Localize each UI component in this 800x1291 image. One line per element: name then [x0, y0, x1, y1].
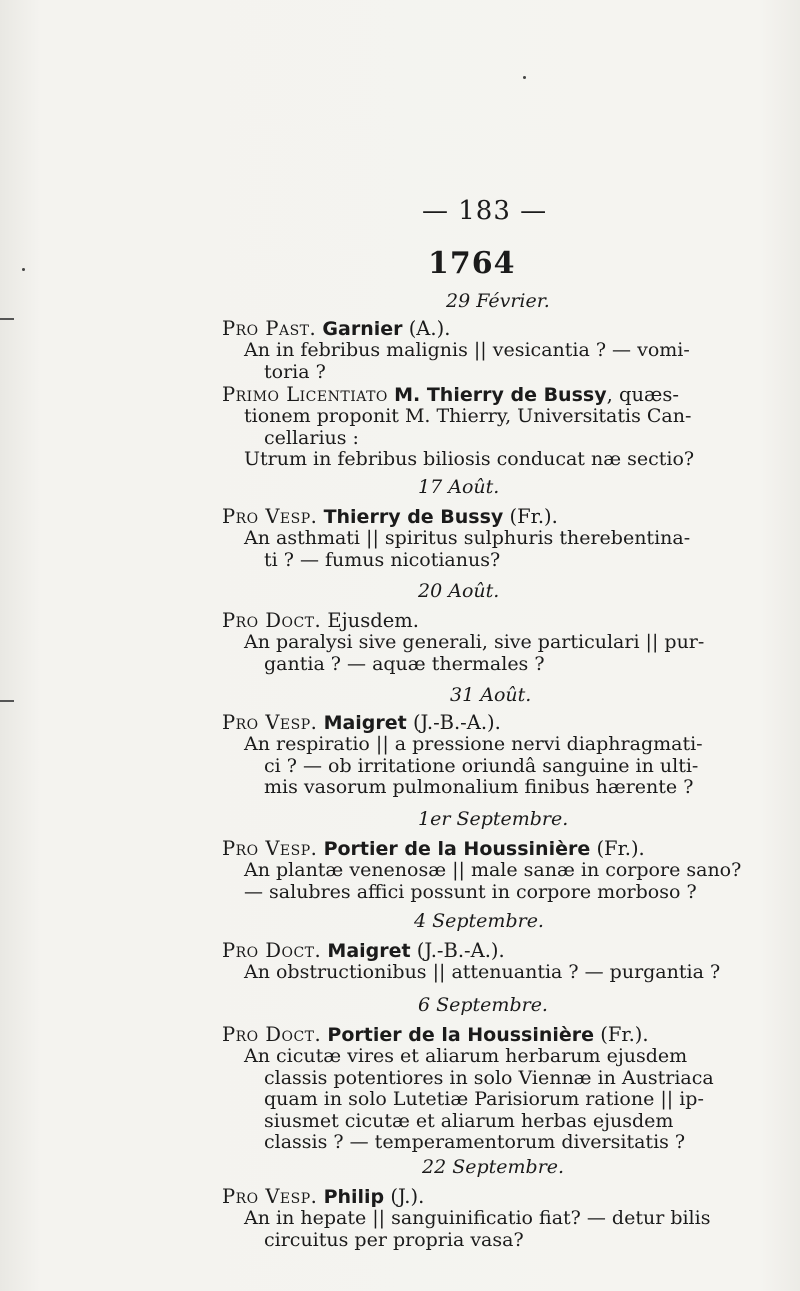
degree-label: Pro Doct.	[222, 939, 322, 962]
margin-mark	[0, 700, 14, 702]
thesis-question	[244, 406, 756, 471]
entry-date: 22 Septembre.	[422, 1156, 565, 1178]
question-line: An in hepate || sanguinificatio fiat? — detur bilis	[244, 1207, 711, 1229]
entry-date: 29 Février.	[446, 290, 550, 312]
question-line: quam in solo Lutetiæ Parisiorum ratione || ip-	[264, 1088, 704, 1110]
ink-speck	[22, 268, 25, 271]
question-line: An asthmati || spiritus sulphuris therebentina-	[244, 527, 691, 549]
thesis-question	[244, 1208, 756, 1251]
year-heading: 1764	[428, 246, 516, 281]
question-line: Utrum in febribus biliosis conducat næ sectio?	[244, 448, 695, 470]
thesis-question	[244, 734, 756, 799]
thesis-question	[244, 1046, 756, 1154]
candidate-initials: (Fr.).	[596, 837, 645, 860]
candidate-reference: Ejusdem.	[327, 609, 419, 632]
question-line: ti ? — fumus nicotianus?	[264, 548, 501, 571]
question-line: classis ? — temperamentorum diversitatis ?	[264, 1131, 686, 1153]
entry-date: 17 Août.	[418, 476, 500, 498]
question-line: An paralysi sive generali, sive particulari || pur-	[244, 631, 705, 653]
entry-heading	[222, 1024, 649, 1046]
candidate-name: Maigret	[327, 940, 411, 962]
degree-label: Pro Vesp.	[222, 505, 318, 528]
question-line: An cicutæ vires et aliarum herbarum ejusdem	[244, 1045, 688, 1067]
question-line: siusmet cicutæ et aliarum herbas ejusdem	[264, 1109, 674, 1132]
candidate-name: Portier de la Houssinière	[323, 838, 591, 860]
question-line: An obstructionibus || attenuantia ? — purgantia ?	[244, 961, 721, 983]
question-line: — salubres affici possunt in corpore morboso ?	[244, 880, 697, 903]
entry-heading	[222, 1186, 424, 1208]
candidate-name: M. Thierry de Bussy	[394, 384, 607, 406]
entry-heading	[222, 384, 679, 406]
entry-date: 6 Septembre.	[418, 994, 548, 1016]
entry-date: 1er Septembre.	[418, 808, 569, 830]
question-line: mis vasorum pulmonalium finibus hærente ?	[264, 776, 694, 798]
margin-mark	[0, 318, 14, 320]
question-line: tionem proponit M. Thierry, Universitatis Can-	[244, 405, 692, 427]
question-line: An plantæ venenosæ || male sanæ in corpore sano?	[244, 859, 742, 881]
entry-heading	[222, 610, 419, 632]
candidate-initials: (A.).	[408, 317, 451, 340]
entry-date: 20 Août.	[418, 580, 500, 602]
candidate-name: Portier de la Houssinière	[327, 1024, 595, 1046]
question-line: gantia ? — aquæ thermales ?	[264, 652, 545, 675]
question-line: classis potentiores in solo Viennæ in Austriaca	[264, 1066, 714, 1089]
entry-date: 4 Septembre.	[414, 910, 544, 932]
degree-label: Primo Licentiato	[222, 383, 388, 406]
candidate-initials: (J.).	[390, 1185, 425, 1208]
candidate-initials: (J.-B.-A.).	[416, 939, 505, 962]
candidate-initials: (Fr.).	[509, 505, 558, 528]
candidate-initials: (Fr.).	[600, 1023, 649, 1046]
candidate-initials: (J.-B.-A.).	[412, 711, 501, 734]
entry-heading	[222, 712, 501, 734]
candidate-name: Philip	[323, 1186, 385, 1208]
degree-label: Pro Doct.	[222, 609, 322, 632]
degree-label: Pro Vesp.	[222, 1185, 318, 1208]
question-line: ci ? — ob irritatione oriundâ sanguine in ulti-	[264, 754, 699, 777]
thesis-question	[244, 860, 756, 903]
ink-speck	[523, 76, 526, 79]
candidate-name: Maigret	[323, 712, 407, 734]
thesis-question	[244, 962, 756, 984]
entry-date: 31 Août.	[450, 684, 532, 706]
candidate-name: Garnier	[322, 318, 403, 340]
thesis-question	[244, 632, 756, 675]
question-line: An respiratio || a pressione nervi diaphragmati-	[244, 733, 703, 755]
thesis-question	[244, 528, 756, 571]
page-number: — 183 —	[422, 196, 548, 226]
entry-heading	[222, 318, 450, 340]
question-line: cellarius :	[264, 426, 359, 449]
entry-heading	[222, 838, 645, 860]
question-line: An in febribus malignis || vesicantia ? — vomi-	[244, 339, 690, 361]
question-line: circuitus per propria vasa?	[264, 1228, 524, 1251]
degree-label: Pro Vesp.	[222, 711, 318, 734]
entry-heading	[222, 940, 505, 962]
thesis-question	[244, 340, 756, 383]
question-line: toria ?	[264, 360, 326, 383]
degree-label: Pro Vesp.	[222, 837, 318, 860]
entry-heading	[222, 506, 558, 528]
candidate-name: Thierry de Bussy	[323, 506, 504, 528]
degree-label: Pro Past.	[222, 317, 317, 340]
degree-label: Pro Doct.	[222, 1023, 322, 1046]
heading-continuation: , quæs-	[606, 383, 679, 406]
